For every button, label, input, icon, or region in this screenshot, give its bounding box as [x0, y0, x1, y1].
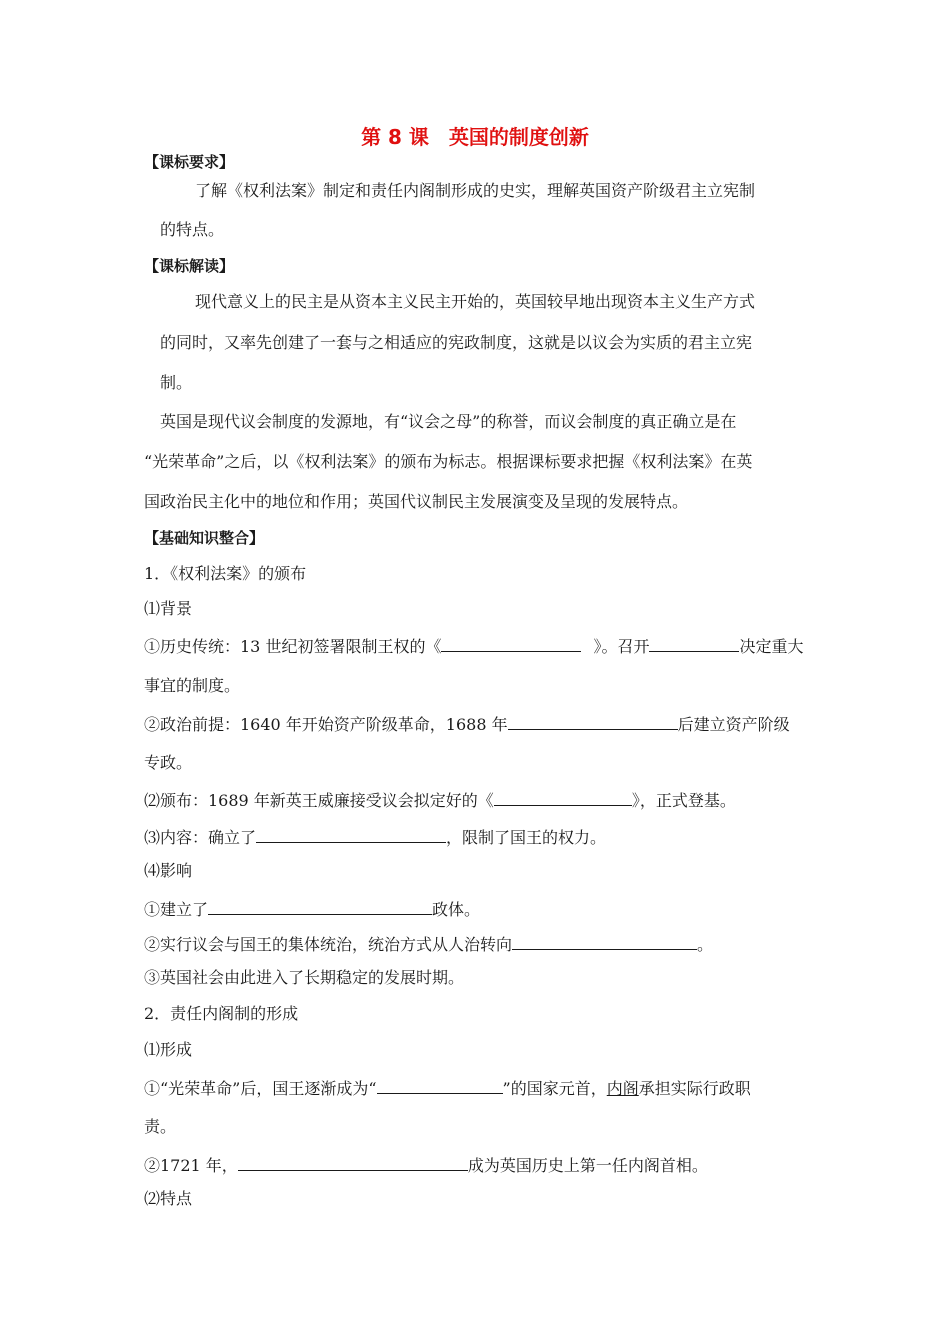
basics-heading: 【基础知识整合】: [144, 529, 265, 547]
background-item-1-continued: 事宜的制度。: [144, 676, 241, 695]
background-item-1-text-b: 》。召开: [593, 637, 650, 656]
background-item-2-text-b: 后建立资产阶级: [677, 715, 790, 734]
section-1-title: 1．《权利法案》的颁布: [144, 564, 307, 583]
impact-item-1-text-b: 政体。: [432, 900, 481, 919]
section-2-title: 2．责任内阁制的形成: [144, 1004, 299, 1023]
formation-item-2-text-a: ②1721 年，: [144, 1156, 238, 1175]
formation-item-1-continued: 责。: [144, 1117, 177, 1136]
formation-item-2: [144, 1154, 708, 1176]
interpretation-p1-line-1: 现代意义上的民主是从资本主义民主开始的，英国较早地出现资本主义生产方式: [195, 292, 756, 311]
features-label: ⑵特点: [144, 1189, 193, 1208]
background-item-1-text-c: 决定重大: [739, 637, 804, 656]
fill-blank[interactable]: [256, 826, 446, 843]
fill-blank[interactable]: [494, 789, 632, 806]
content-text-a: ⑶内容：确立了: [144, 828, 257, 847]
fill-blank[interactable]: [512, 933, 697, 950]
background-item-1: [144, 635, 803, 657]
impact-item-3: ③英国社会由此进入了长期稳定的发展时期。: [144, 968, 465, 987]
content-line: [144, 826, 606, 848]
formation-item-1-text-c: 承担实际行政职: [638, 1079, 751, 1098]
interpretation-heading: 【课标解读】: [144, 257, 235, 275]
fill-blank[interactable]: [649, 635, 739, 652]
impact-item-2-text-b: 。: [697, 935, 714, 954]
impact-item-2-text-a: ②实行议会与国王的集体统治，统治方式从人治转向: [144, 935, 513, 954]
background-item-1-text-a: ①历史传统：13 世纪初签署限制王权的《: [144, 637, 442, 656]
requirement-text-line-2: 的特点。: [160, 220, 225, 239]
impact-label: ⑷影响: [144, 861, 193, 880]
formation-item-1-text-a: ①“光荣革命”后，国王逐渐成为“: [144, 1079, 377, 1098]
formation-item-1: [144, 1077, 751, 1099]
page-title: 第 8 课 英国的制度创新: [361, 125, 589, 149]
impact-item-1-text-a: ①建立了: [144, 900, 209, 919]
interpretation-p1-line-3: 制。: [160, 373, 193, 392]
section-1-background-label: ⑴背景: [144, 599, 193, 618]
cabinet-underlined-term: 内阁: [606, 1079, 639, 1098]
fill-blank[interactable]: [441, 635, 581, 652]
background-item-2: [144, 713, 790, 735]
issuance-text-a: ⑵颁布：1689 年新英王威廉接受议会拟定好的《: [144, 791, 494, 810]
issuance-text-b: 》，正式登基。: [631, 791, 736, 810]
background-item-2-continued: 专政。: [144, 753, 193, 772]
content-text-b: ，限制了国王的权力。: [446, 828, 607, 847]
interpretation-p2-line-1: 英国是现代议会制度的发源地，有“议会之母”的称誉，而议会制度的真正确立是在: [160, 412, 737, 431]
impact-item-2: [144, 933, 713, 955]
issuance-line: [144, 789, 736, 811]
formation-label: ⑴形成: [144, 1040, 193, 1059]
fill-blank[interactable]: [238, 1154, 468, 1171]
fill-blank[interactable]: [208, 898, 432, 915]
formation-item-1-text-b: ”的国家元首，: [502, 1079, 607, 1098]
fill-blank[interactable]: [377, 1077, 503, 1094]
impact-item-1: [144, 898, 480, 920]
requirement-heading: 【课标要求】: [144, 153, 235, 171]
interpretation-p1-line-2: 的同时，又率先创建了一套与之相适应的宪政制度，这就是以议会为实质的君主立宪: [160, 333, 753, 352]
background-item-2-text-a: ②政治前提：1640 年开始资产阶级革命，1688 年: [144, 715, 508, 734]
interpretation-p2-line-2: “光荣革命”之后，以《权利法案》的颁布为标志。根据课标要求把握《权利法案》在英: [144, 452, 753, 471]
interpretation-p2-line-3: 国政治民主化中的地位和作用；英国代议制民主发展演变及呈现的发展特点。: [144, 492, 689, 511]
fill-blank[interactable]: [508, 713, 678, 730]
formation-item-2-text-b: 成为英国历史上第一任内阁首相。: [467, 1156, 708, 1175]
requirement-text-line-1: 了解《权利法案》制定和责任内阁制形成的史实，理解英国资产阶级君主立宪制: [195, 181, 756, 200]
